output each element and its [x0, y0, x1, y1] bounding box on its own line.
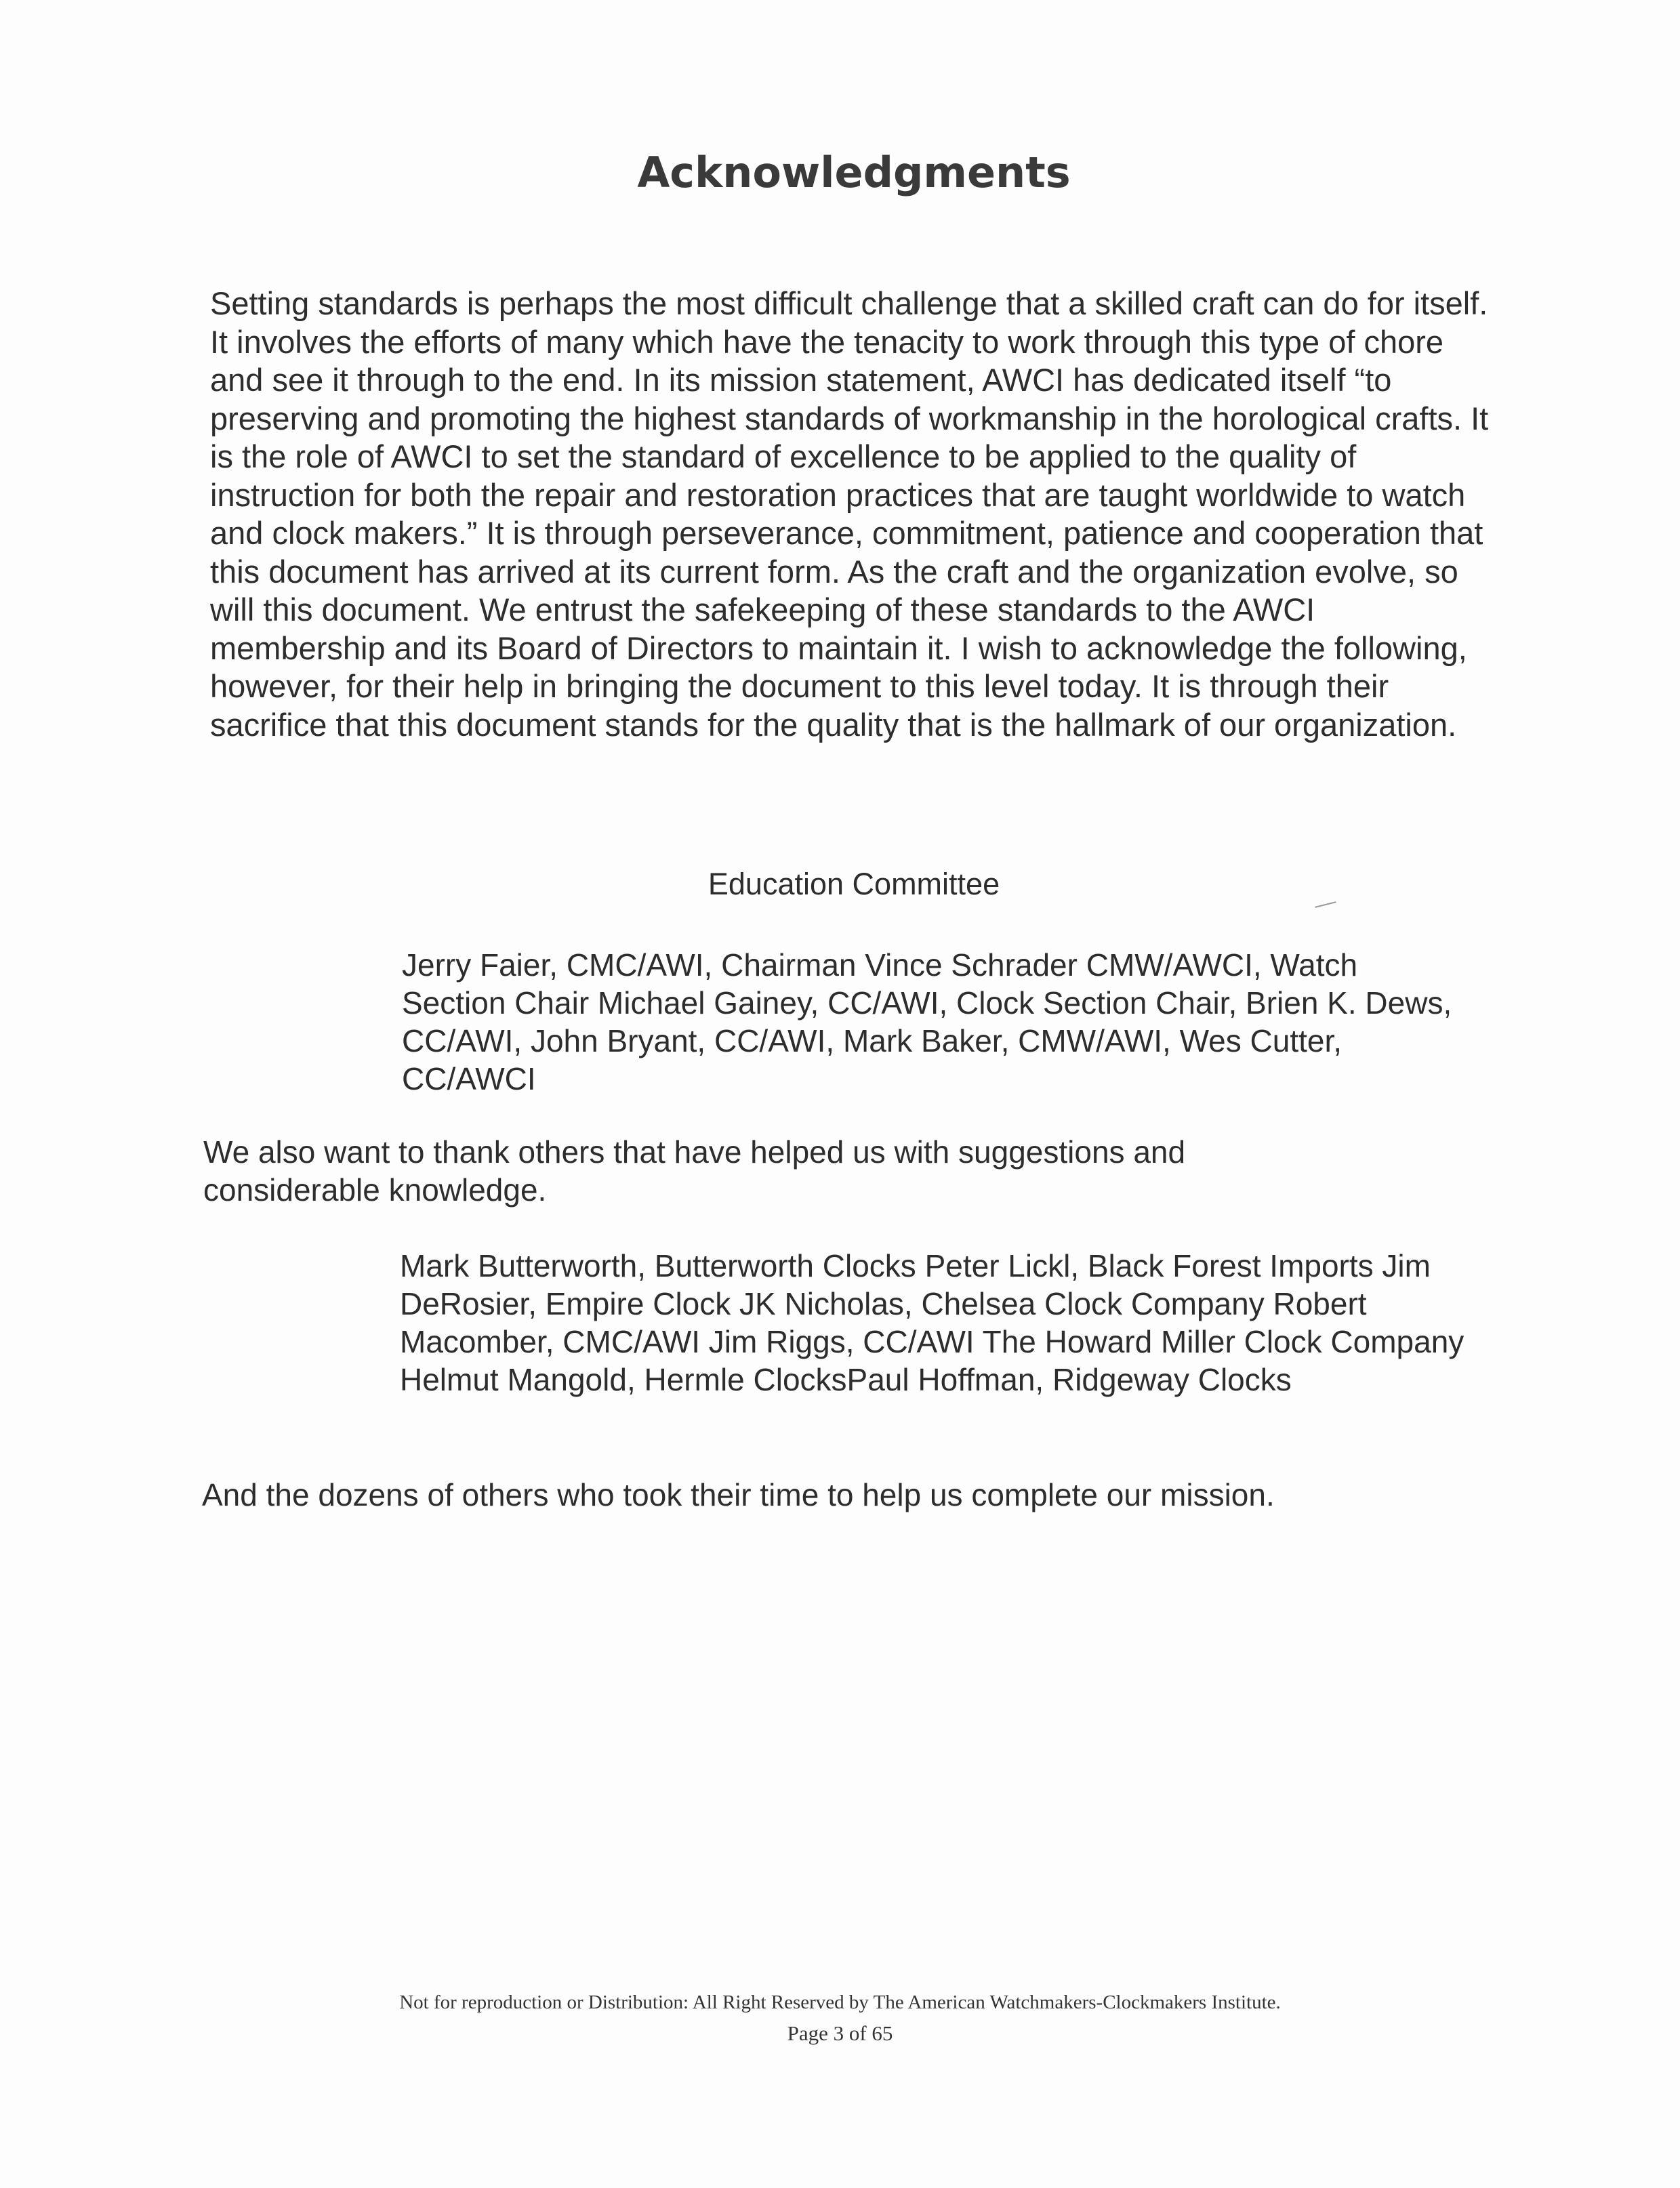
intro-paragraph: Setting standards is perhaps the most difficult challenge that a skilled craft can do for itself. It involves the efforts of many which have the tenacity to work through this type of chore and see it through to the end. In its mission statement, AWCI has dedicated itself “to preserving and promoting the highest standards of workmanship in the horological crafts. It is the role of AWCI to set the standard of excellence to be applied to the quality of instruction for both the repair and restoration practices that are taught worldwide to watch and clock makers.” It is through perseverance, commitment, patience and cooperation that this document has arrived at its current form. As the craft and the organization evolve, so will this document. We entrust the safekeeping of these standards to the AWCI membership and its Board of Directors to maintain it. I wish to acknowledge the following, however, for their help in bringing the document to this level today. It is through their sacrifice that this document stands for the quality that is the hallmark of our organization.	[210, 285, 1489, 743]
committee-members: Jerry Faier, CMC/AWI, Chairman Vince Schrader CMW/AWCI, Watch Section Chair Michael Gainey, CC/AWI, Clock Section Chair, Brien K. Dews, CC/AWI, John Bryant, CC/AWI, Mark Baker, CMW/AWI, Wes Cutter, CC/AWCI	[402, 947, 1452, 1096]
helpers-list: Mark Butterworth, Butterworth Clocks Peter Lickl, Black Forest Imports Jim DeRosier, Empire Clock JK Nicholas, Chelsea Clock Company Robert Macomber, CMC/AWI Jim Riggs, CC/AWI The Howard Miller Clock Company Helmut Mangold, Hermle ClocksPaul Hoffman, Ridgeway Clocks	[400, 1248, 1464, 1397]
committee-heading: Education Committee	[708, 867, 1000, 901]
closing-paragraph: And the dozens of others who took their time to help us complete our mission.	[202, 1477, 1275, 1512]
thanks-paragraph: We also want to thank others that have helped us with suggestions and considerable knowledge.	[203, 1134, 1186, 1207]
footer-notice: Not for reproduction or Distribution: All Right Reserved by The American Watchmakers-Clockmakers Institute.	[399, 1991, 1281, 2013]
page-title: Acknowledgments	[637, 148, 1071, 197]
page-footer	[0, 1987, 1680, 2049]
page-number: Page 3 of 65	[787, 2021, 893, 2045]
